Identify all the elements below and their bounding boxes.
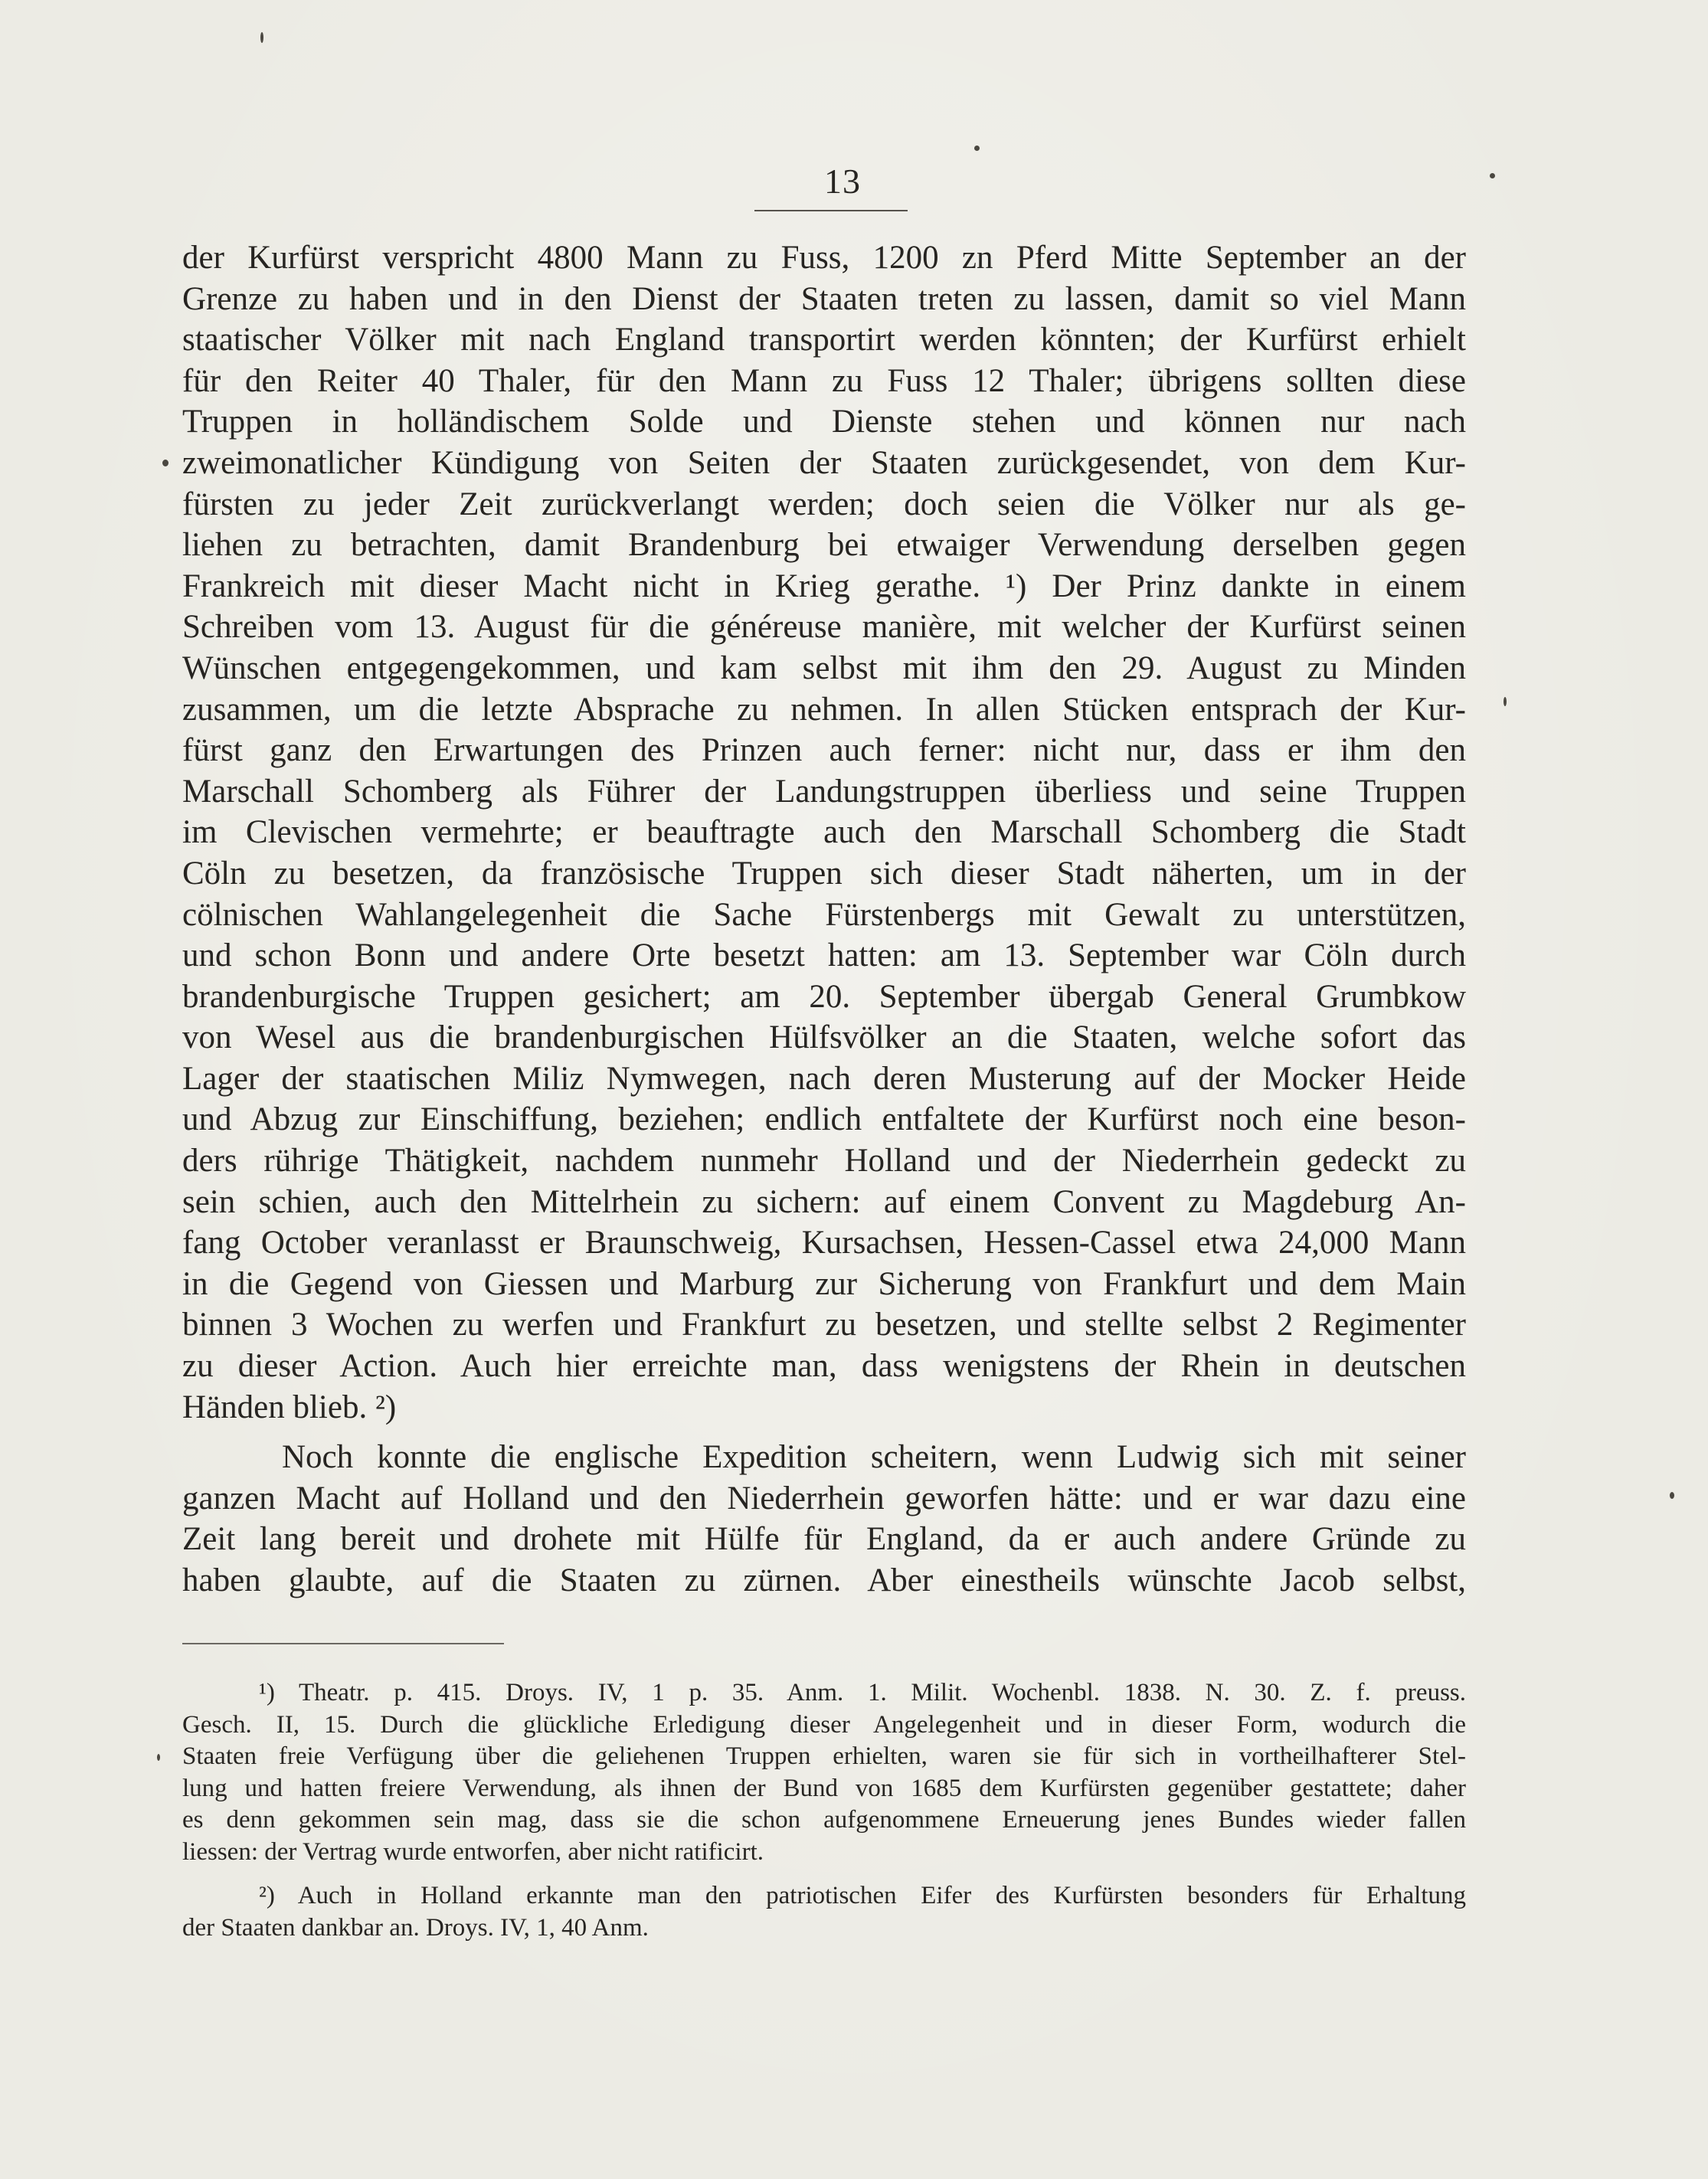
text-line: Schreiben vom 13. August für die généreuse manière, mit welcher der Kurfürst seinen (182, 609, 1466, 646)
paper-speck (162, 460, 169, 466)
text-line: cölnischen Wahlangelegenheit die Sache Fürstenbergs mit Gewalt zu unterstützen, (182, 896, 1466, 933)
text-line: ders rührige Thätigkeit, nachdem nunmehr Holland und der Niederrhein gedeckt zu (182, 1143, 1466, 1179)
text-line: zu dieser Action. Auch hier erreichte man, dass wenigstens der Rhein in deutschen (182, 1348, 1466, 1385)
text-line: von Wesel aus die brandenburgischen Hülfsvölker an die Staaten, welche sofort das (182, 1019, 1466, 1056)
footnote-line: Gesch. II, 15. Durch die glückliche Erledigung dieser Angelegenheit und in dieser Form, wodurch die (182, 1710, 1466, 1739)
text-line: Marschall Schomberg als Führer der Landungstruppen überliess und seine Truppen (182, 773, 1466, 810)
text-line: Truppen in holländischem Solde und Dienste stehen und können nur nach (182, 404, 1466, 440)
text-line: Noch konnte die englische Expedition scheitern, wenn Ludwig sich mit seiner (282, 1439, 1466, 1476)
text-line: und Abzug zur Einschiffung, beziehen; endlich entfaltete der Kurfürst noch eine beson- (182, 1101, 1466, 1138)
paragraph-2 (182, 1437, 1466, 1601)
text-line: der Kurfürst verspricht 4800 Mann zu Fuss, 1200 zn Pferd Mitte September an der (182, 240, 1466, 276)
text-line: Lager der staatischen Miliz Nymwegen, nach deren Musterung auf der Mocker Heide (182, 1060, 1466, 1097)
paper-speck (157, 1754, 160, 1761)
text-line: Grenze zu haben und in den Dienst der Staaten treten zu lassen, damit so viel Mann (182, 280, 1466, 317)
text-line: sein schien, auch den Mittelrhein zu sichern: auf einem Convent zu Magdeburg An- (182, 1183, 1466, 1220)
text-line: Cöln zu besetzen, da französische Truppen sich dieser Stadt näherten, um in der (182, 855, 1466, 892)
text-line: Wünschen entgegengekommen, und kam selbst mit ihm den 29. August zu Minden (182, 649, 1466, 686)
text-line: fang October veranlasst er Braunschweig, Kursachsen, Hessen-Cassel etwa 24,000 Mann (182, 1225, 1466, 1261)
paragraph-gap (182, 1428, 1466, 1437)
text-line: brandenburgische Truppen gesichert; am 20. September übergab General Grumbkow (182, 978, 1466, 1015)
text-line: binnen 3 Wochen zu werfen und Frankfurt zu besetzen, und stellte selbst 2 Regimenter (182, 1307, 1466, 1343)
paper-speck (1503, 697, 1507, 706)
text-line: fürsten zu jeder Zeit zurückverlangt werden; doch seien die Völker nur als ge- (182, 486, 1466, 522)
footnote-line: ¹) Theatr. p. 415. Droys. IV, 1 p. 35. Anm. 1. Milit. Wochenbl. 1838. N. 30. Z. f. preuss. (259, 1679, 1466, 1706)
text-line: Frankreich mit dieser Macht nicht in Krieg gerathe. ¹) Der Prinz dankte in einem (182, 568, 1466, 604)
footnote-rule (182, 1643, 504, 1644)
text-line: zusammen, um die letzte Absprache zu nehmen. In allen Stücken entsprach der Kur- (182, 691, 1466, 728)
text-line: ganzen Macht auf Holland und den Niederrhein geworfen hätte: und er war dazu eine (182, 1480, 1466, 1516)
text-line: staatischer Völker mit nach England transportirt werden könnten; der Kurfürst erhielt (182, 322, 1466, 358)
footnote-line: der Staaten dankbar an. Droys. IV, 1, 40 Anm. (182, 1913, 649, 1942)
text-line: und schon Bonn und andere Orte besetzt hatten: am 13. September war Cöln durch (182, 937, 1466, 974)
footnote-line: es denn gekommen sein mag, dass sie die schon aufgenommene Erneuerung jenes Bundes wieder fallen (182, 1806, 1466, 1834)
footnote-line: ²) Auch in Holland erkannte man den patriotischen Eifer des Kurfürsten besonders für Erhaltung (259, 1882, 1466, 1909)
text-line: Händen blieb. ²) (182, 1389, 397, 1425)
footnotes (182, 1677, 1466, 1944)
paper-speck (974, 146, 980, 151)
text-line: in die Gegend von Giessen und Marburg zur Sicherung von Frankfurt und dem Main (182, 1265, 1466, 1302)
paper-speck (1670, 1492, 1674, 1499)
main-text (182, 237, 1466, 1602)
footnote-1 (182, 1677, 1466, 1868)
text-line: fürst ganz den Erwartungen des Prinzen auch ferner: nicht nur, dass er ihm den (182, 732, 1466, 769)
text-line: liehen zu betrachten, damit Brandenburg bei etwaiger Verwendung derselben gegen (182, 527, 1466, 564)
text-line: für den Reiter 40 Thaler, für den Mann zu Fuss 12 Thaler; übrigens sollten diese (182, 362, 1466, 399)
paper-speck (260, 32, 263, 43)
page-number-rule (754, 210, 908, 211)
footnote-line: liessen: der Vertrag wurde entworfen, aber nicht ratificirt. (182, 1837, 764, 1866)
footnote-line: Staaten freie Verfügung über die geliehenen Truppen erhielten, waren sie für sich in vortheilhafterer Stel- (182, 1742, 1466, 1770)
footnote-gap (182, 1868, 1466, 1880)
page-number: 13 (824, 162, 861, 201)
text-line: zweimonatlicher Kündigung von Seiten der Staaten zurückgesendet, von dem Kur- (182, 444, 1466, 481)
paragraph-1 (182, 237, 1466, 1428)
footnote-2 (182, 1880, 1466, 1944)
paper-speck (1490, 173, 1495, 178)
text-line: haben glaubte, auf die Staaten zu zürnen. Aber einestheils wünschte Jacob selbst, (182, 1562, 1466, 1598)
footnote-line: lung und hatten freiere Verwendung, als ihnen der Bund von 1685 dem Kurfürsten gegenüber gestattete; daher (182, 1774, 1466, 1802)
text-line: im Clevischen vermehrte; er beauftragte auch den Marschall Schomberg die Stadt (182, 814, 1466, 851)
text-line: Zeit lang bereit und drohete mit Hülfe für England, da er auch andere Gründe zu (182, 1521, 1466, 1558)
